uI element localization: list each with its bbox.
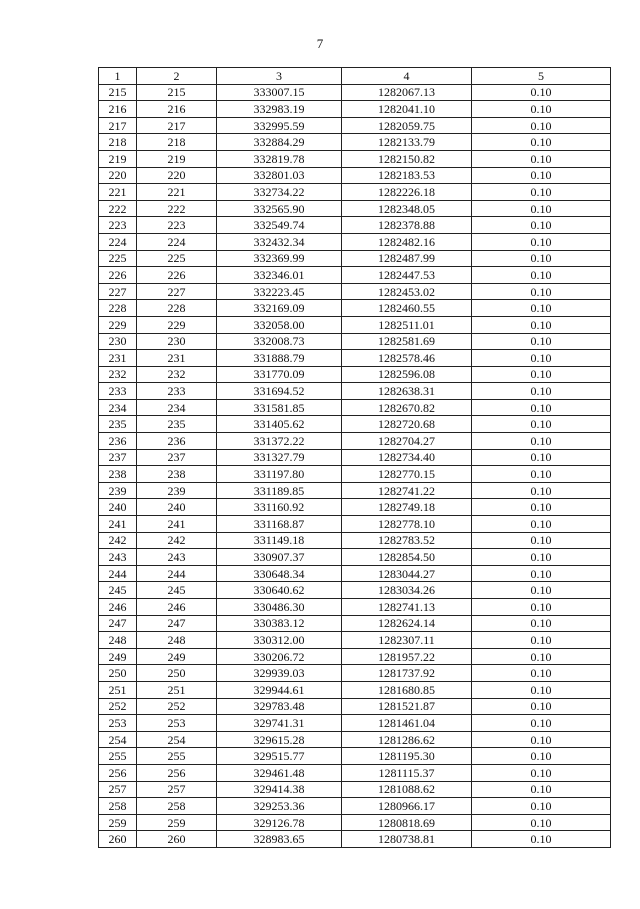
table-cell: 246 <box>99 599 137 616</box>
table-row <box>99 84 611 101</box>
table-row <box>99 350 611 367</box>
table-cell: 250 <box>137 665 217 682</box>
table-cell: 330206.72 <box>217 648 342 665</box>
table-cell: 332008.73 <box>217 333 342 350</box>
table-cell: 331694.52 <box>217 383 342 400</box>
table-row <box>99 117 611 134</box>
table-cell: 1282578.46 <box>342 350 472 367</box>
table-cell: 246 <box>137 599 217 616</box>
table-cell: 219 <box>137 150 217 167</box>
table-cell: 1282447.53 <box>342 267 472 284</box>
table-cell: 260 <box>99 831 137 848</box>
table-cell: 1282133.79 <box>342 134 472 151</box>
table-cell: 260 <box>137 831 217 848</box>
table-cell: 1281737.92 <box>342 665 472 682</box>
table-cell: 226 <box>137 267 217 284</box>
table-cell: 1282226.18 <box>342 184 472 201</box>
table-row <box>99 582 611 599</box>
table-row <box>99 632 611 649</box>
table-cell: 237 <box>99 449 137 466</box>
table-cell: 0.10 <box>472 250 611 267</box>
table-row <box>99 101 611 118</box>
table-cell: 330383.12 <box>217 615 342 632</box>
table-cell: 1281088.62 <box>342 781 472 798</box>
table-cell: 0.10 <box>472 150 611 167</box>
table-cell: 1282720.68 <box>342 416 472 433</box>
table-cell: 227 <box>99 283 137 300</box>
table-cell: 0.10 <box>472 665 611 682</box>
table-cell: 332983.19 <box>217 101 342 118</box>
table-cell: 253 <box>99 715 137 732</box>
table-cell: 331372.22 <box>217 433 342 450</box>
table-cell: 234 <box>137 399 217 416</box>
table-cell: 1283044.27 <box>342 565 472 582</box>
table-cell: 329741.31 <box>217 715 342 732</box>
table-cell: 1282581.69 <box>342 333 472 350</box>
table-cell: 218 <box>99 134 137 151</box>
coordinates-table <box>98 67 611 848</box>
table-cell: 243 <box>99 549 137 566</box>
table-cell: 332995.59 <box>217 117 342 134</box>
table-cell: 215 <box>137 84 217 101</box>
table-row <box>99 715 611 732</box>
table-cell: 332734.22 <box>217 184 342 201</box>
column-header: 4 <box>342 68 472 85</box>
table-cell: 1282741.22 <box>342 482 472 499</box>
table-cell: 226 <box>99 267 137 284</box>
table-cell: 329944.61 <box>217 681 342 698</box>
table-cell: 236 <box>99 433 137 450</box>
table-cell: 219 <box>99 150 137 167</box>
table-cell: 218 <box>137 134 217 151</box>
table-cell: 225 <box>99 250 137 267</box>
table-cell: 332369.99 <box>217 250 342 267</box>
table-cell: 1281680.85 <box>342 681 472 698</box>
table-row <box>99 184 611 201</box>
table-cell: 0.10 <box>472 134 611 151</box>
table-cell: 332346.01 <box>217 267 342 284</box>
table-cell: 332058.00 <box>217 316 342 333</box>
table-cell: 224 <box>137 233 217 250</box>
table-cell: 332819.78 <box>217 150 342 167</box>
table-cell: 256 <box>99 764 137 781</box>
table-cell: 1281461.04 <box>342 715 472 732</box>
table-row <box>99 300 611 317</box>
table-cell: 258 <box>99 798 137 815</box>
table-cell: 329414.38 <box>217 781 342 798</box>
table-row <box>99 565 611 582</box>
table-cell: 0.10 <box>472 781 611 798</box>
table-cell: 0.10 <box>472 532 611 549</box>
table-cell: 222 <box>137 200 217 217</box>
table-cell: 329939.03 <box>217 665 342 682</box>
table-cell: 1281286.62 <box>342 731 472 748</box>
table-cell: 331149.18 <box>217 532 342 549</box>
table-cell: 1282482.16 <box>342 233 472 250</box>
table-cell: 1282783.52 <box>342 532 472 549</box>
table-cell: 331770.09 <box>217 366 342 383</box>
table-row <box>99 200 611 217</box>
table-cell: 253 <box>137 715 217 732</box>
table-cell: 229 <box>137 316 217 333</box>
table-cell: 244 <box>137 565 217 582</box>
table-cell: 1281521.87 <box>342 698 472 715</box>
table-cell: 0.10 <box>472 565 611 582</box>
table-cell: 222 <box>99 200 137 217</box>
table-cell: 223 <box>99 217 137 234</box>
table-cell: 255 <box>99 748 137 765</box>
table-cell: 233 <box>99 383 137 400</box>
table-cell: 1282749.18 <box>342 499 472 516</box>
table-row <box>99 267 611 284</box>
table-cell: 230 <box>99 333 137 350</box>
table-cell: 258 <box>137 798 217 815</box>
table-row <box>99 433 611 450</box>
table-cell: 245 <box>99 582 137 599</box>
table-cell: 0.10 <box>472 350 611 367</box>
table-row <box>99 233 611 250</box>
table-cell: 0.10 <box>472 433 611 450</box>
table-row <box>99 150 611 167</box>
table-cell: 332549.74 <box>217 217 342 234</box>
table-row <box>99 466 611 483</box>
table-cell: 240 <box>137 499 217 516</box>
table-cell: 249 <box>137 648 217 665</box>
table-cell: 0.10 <box>472 101 611 118</box>
table-cell: 257 <box>99 781 137 798</box>
table-cell: 251 <box>137 681 217 698</box>
table-cell: 328983.65 <box>217 831 342 848</box>
table-cell: 1282741.13 <box>342 599 472 616</box>
table-cell: 1280738.81 <box>342 831 472 848</box>
table-cell: 1282704.27 <box>342 433 472 450</box>
table-cell: 329126.78 <box>217 814 342 831</box>
table-cell: 240 <box>99 499 137 516</box>
table-row <box>99 764 611 781</box>
table-cell: 1282670.82 <box>342 399 472 416</box>
table-cell: 220 <box>137 167 217 184</box>
table-cell: 232 <box>99 366 137 383</box>
table-cell: 0.10 <box>472 200 611 217</box>
table-cell: 1282778.10 <box>342 516 472 533</box>
table-row <box>99 167 611 184</box>
table-cell: 331327.79 <box>217 449 342 466</box>
table-cell: 1280966.17 <box>342 798 472 815</box>
table-cell: 1282854.50 <box>342 549 472 566</box>
table-cell: 0.10 <box>472 333 611 350</box>
table-cell: 0.10 <box>472 416 611 433</box>
table-cell: 0.10 <box>472 482 611 499</box>
table-cell: 216 <box>137 101 217 118</box>
table-cell: 1282596.08 <box>342 366 472 383</box>
table-cell: 0.10 <box>472 698 611 715</box>
table-cell: 329253.36 <box>217 798 342 815</box>
table-cell: 0.10 <box>472 383 611 400</box>
table-cell: 1282183.53 <box>342 167 472 184</box>
table-cell: 256 <box>137 764 217 781</box>
table-cell: 236 <box>137 433 217 450</box>
table-row <box>99 416 611 433</box>
table-header-row <box>99 68 611 85</box>
table-cell: 330648.34 <box>217 565 342 582</box>
table-row <box>99 665 611 682</box>
table-cell: 216 <box>99 101 137 118</box>
table-row <box>99 748 611 765</box>
table-row <box>99 516 611 533</box>
table-row <box>99 599 611 616</box>
table-cell: 238 <box>137 466 217 483</box>
table-cell: 330312.00 <box>217 632 342 649</box>
table-cell: 0.10 <box>472 217 611 234</box>
table-cell: 0.10 <box>472 184 611 201</box>
table-cell: 0.10 <box>472 399 611 416</box>
table-cell: 332169.09 <box>217 300 342 317</box>
table-cell: 217 <box>137 117 217 134</box>
table-cell: 1282150.82 <box>342 150 472 167</box>
table-row <box>99 333 611 350</box>
table-cell: 0.10 <box>472 748 611 765</box>
table-cell: 239 <box>137 482 217 499</box>
table-cell: 1281115.37 <box>342 764 472 781</box>
table-cell: 254 <box>99 731 137 748</box>
table-cell: 0.10 <box>472 267 611 284</box>
table-cell: 1283034.26 <box>342 582 472 599</box>
table-cell: 1280818.69 <box>342 814 472 831</box>
table-row <box>99 316 611 333</box>
table-cell: 221 <box>137 184 217 201</box>
table-cell: 230 <box>137 333 217 350</box>
page-number: 7 <box>316 36 324 51</box>
table-cell: 1282378.88 <box>342 217 472 234</box>
table-cell: 237 <box>137 449 217 466</box>
table-cell: 333007.15 <box>217 84 342 101</box>
column-header: 2 <box>137 68 217 85</box>
table-cell: 1282511.01 <box>342 316 472 333</box>
table-cell: 229 <box>99 316 137 333</box>
table-row <box>99 283 611 300</box>
table-cell: 329461.48 <box>217 764 342 781</box>
column-header: 3 <box>217 68 342 85</box>
table-cell: 233 <box>137 383 217 400</box>
table-cell: 0.10 <box>472 764 611 781</box>
table-cell: 0.10 <box>472 316 611 333</box>
table-cell: 0.10 <box>472 632 611 649</box>
table-cell: 0.10 <box>472 366 611 383</box>
table-cell: 248 <box>99 632 137 649</box>
table-cell: 330640.62 <box>217 582 342 599</box>
table-row <box>99 731 611 748</box>
table-cell: 249 <box>99 648 137 665</box>
table-cell: 1282734.40 <box>342 449 472 466</box>
table-cell: 0.10 <box>472 814 611 831</box>
table-row <box>99 532 611 549</box>
table-cell: 244 <box>99 565 137 582</box>
table-cell: 0.10 <box>472 117 611 134</box>
table-cell: 241 <box>137 516 217 533</box>
table-cell: 232 <box>137 366 217 383</box>
table-row <box>99 134 611 151</box>
table-cell: 251 <box>99 681 137 698</box>
table-cell: 257 <box>137 781 217 798</box>
table-cell: 245 <box>137 582 217 599</box>
table-cell: 1281957.22 <box>342 648 472 665</box>
table-row <box>99 499 611 516</box>
table-cell: 331405.62 <box>217 416 342 433</box>
table-cell: 238 <box>99 466 137 483</box>
table-cell: 247 <box>137 615 217 632</box>
table-cell: 254 <box>137 731 217 748</box>
table-cell: 220 <box>99 167 137 184</box>
table-cell: 228 <box>137 300 217 317</box>
table-cell: 227 <box>137 283 217 300</box>
table-cell: 0.10 <box>472 466 611 483</box>
table-cell: 0.10 <box>472 798 611 815</box>
table-row <box>99 482 611 499</box>
table-cell: 1282453.02 <box>342 283 472 300</box>
table-cell: 0.10 <box>472 731 611 748</box>
table-cell: 0.10 <box>472 283 611 300</box>
table-cell: 329783.48 <box>217 698 342 715</box>
table-cell: 1282638.31 <box>342 383 472 400</box>
table-cell: 234 <box>99 399 137 416</box>
table-row <box>99 399 611 416</box>
table-row <box>99 449 611 466</box>
table-cell: 1282624.14 <box>342 615 472 632</box>
table-cell: 242 <box>99 532 137 549</box>
table-cell: 224 <box>99 233 137 250</box>
table-row <box>99 831 611 848</box>
table-row <box>99 648 611 665</box>
table-cell: 332565.90 <box>217 200 342 217</box>
table-cell: 1282059.75 <box>342 117 472 134</box>
table-cell: 0.10 <box>472 615 611 632</box>
table-cell: 239 <box>99 482 137 499</box>
table-cell: 242 <box>137 532 217 549</box>
table-cell: 1282348.05 <box>342 200 472 217</box>
table-cell: 225 <box>137 250 217 267</box>
table-cell: 252 <box>99 698 137 715</box>
table-row <box>99 814 611 831</box>
table-cell: 228 <box>99 300 137 317</box>
table-row <box>99 549 611 566</box>
table-row <box>99 615 611 632</box>
table-cell: 231 <box>137 350 217 367</box>
table-row <box>99 698 611 715</box>
table-cell: 331197.80 <box>217 466 342 483</box>
table-cell: 1281195.30 <box>342 748 472 765</box>
table-cell: 332223.45 <box>217 283 342 300</box>
table-cell: 330907.37 <box>217 549 342 566</box>
table-cell: 331581.85 <box>217 399 342 416</box>
table-cell: 0.10 <box>472 167 611 184</box>
table-cell: 0.10 <box>472 300 611 317</box>
table-cell: 329615.28 <box>217 731 342 748</box>
table-cell: 217 <box>99 117 137 134</box>
table-cell: 1282307.11 <box>342 632 472 649</box>
table-cell: 331189.85 <box>217 482 342 499</box>
table-cell: 255 <box>137 748 217 765</box>
table-cell: 223 <box>137 217 217 234</box>
table-cell: 331160.92 <box>217 499 342 516</box>
table-cell: 241 <box>99 516 137 533</box>
table-cell: 235 <box>99 416 137 433</box>
table-cell: 0.10 <box>472 549 611 566</box>
table-cell: 0.10 <box>472 84 611 101</box>
table-row <box>99 781 611 798</box>
table-cell: 1282041.10 <box>342 101 472 118</box>
table-cell: 259 <box>137 814 217 831</box>
table-cell: 1282460.55 <box>342 300 472 317</box>
table-cell: 1282487.99 <box>342 250 472 267</box>
table-cell: 0.10 <box>472 449 611 466</box>
table-cell: 0.10 <box>472 648 611 665</box>
table-cell: 259 <box>99 814 137 831</box>
table-row <box>99 383 611 400</box>
table-cell: 221 <box>99 184 137 201</box>
column-header: 5 <box>472 68 611 85</box>
table-cell: 331888.79 <box>217 350 342 367</box>
column-header: 1 <box>99 68 137 85</box>
table-row <box>99 681 611 698</box>
table-row <box>99 798 611 815</box>
table-cell: 0.10 <box>472 499 611 516</box>
table-cell: 252 <box>137 698 217 715</box>
table-cell: 332801.03 <box>217 167 342 184</box>
table-cell: 231 <box>99 350 137 367</box>
table-cell: 0.10 <box>472 233 611 250</box>
table-cell: 1282770.15 <box>342 466 472 483</box>
table-cell: 0.10 <box>472 681 611 698</box>
table-cell: 0.10 <box>472 582 611 599</box>
table-cell: 332884.29 <box>217 134 342 151</box>
table-cell: 0.10 <box>472 516 611 533</box>
table-cell: 0.10 <box>472 831 611 848</box>
table-cell: 243 <box>137 549 217 566</box>
table-cell: 0.10 <box>472 599 611 616</box>
table-cell: 215 <box>99 84 137 101</box>
table-cell: 329515.77 <box>217 748 342 765</box>
table-body <box>99 84 611 847</box>
table-cell: 332432.34 <box>217 233 342 250</box>
table-cell: 330486.30 <box>217 599 342 616</box>
table-cell: 0.10 <box>472 715 611 732</box>
table-row <box>99 250 611 267</box>
table-cell: 247 <box>99 615 137 632</box>
table-cell: 248 <box>137 632 217 649</box>
table-cell: 235 <box>137 416 217 433</box>
table-cell: 1282067.13 <box>342 84 472 101</box>
table-row <box>99 217 611 234</box>
table-cell: 250 <box>99 665 137 682</box>
table-row <box>99 366 611 383</box>
table-cell: 331168.87 <box>217 516 342 533</box>
